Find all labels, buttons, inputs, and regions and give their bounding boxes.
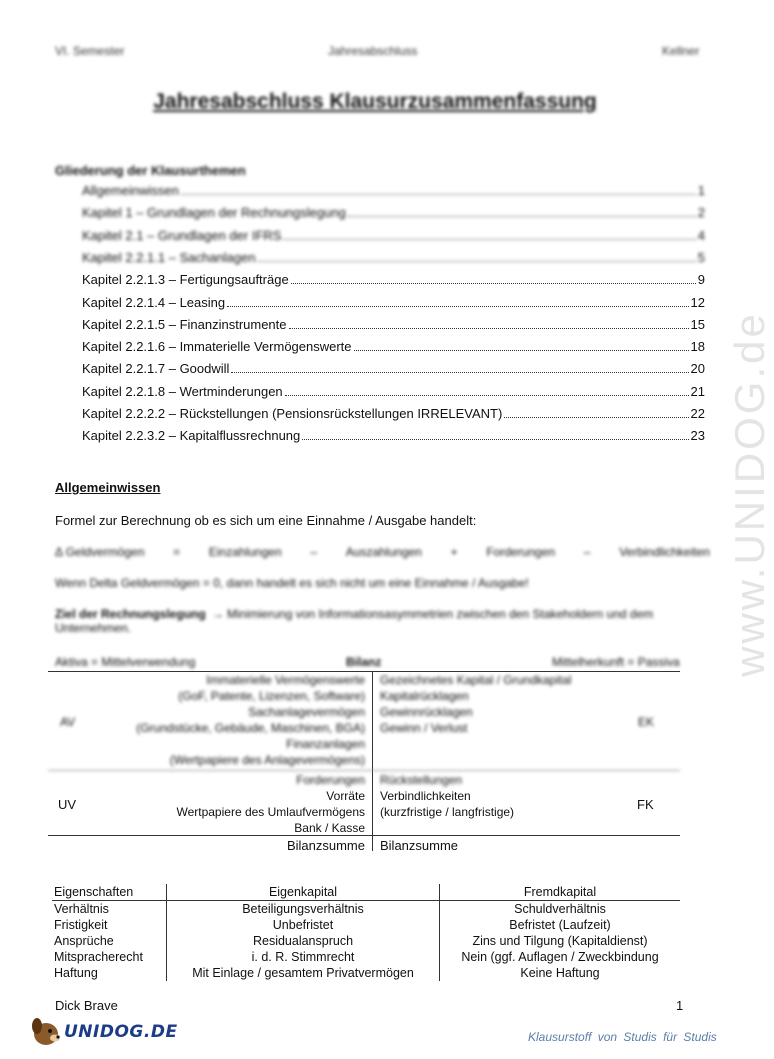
toc-leader: [302, 439, 688, 440]
ziel-paragraph: [55, 607, 705, 635]
bilanzsumme-left: Bilanzsumme: [286, 838, 365, 853]
toc-entry-page: 9: [697, 272, 705, 288]
toc-entry-page: 15: [690, 316, 705, 332]
toc-entry[interactable]: [82, 339, 705, 354]
uv-label: UV: [58, 797, 77, 812]
bilanz-line-item: Gewinn / Verlust: [380, 721, 468, 735]
table-cell: Zins und Tilgung (Kapitaldienst): [472, 934, 648, 948]
bilanz-line-item: (Wertpapiere des Anlagevermögens): [169, 753, 365, 767]
table-cell: Keine Haftung: [520, 966, 600, 980]
ek-label: EK: [638, 715, 655, 729]
formula-term: Forderungen: [486, 545, 556, 559]
tagline: Klausurstoff von Studis für Studis: [528, 1030, 717, 1044]
formula-term: –: [310, 545, 318, 559]
toc-entry[interactable]: [82, 205, 705, 220]
page-number: 1: [676, 998, 684, 1013]
toc-leader: [291, 283, 696, 284]
table-cell: Mitspracherecht: [52, 949, 167, 965]
ziel-label: Ziel der Rechnungslegung: [55, 607, 206, 621]
table-row: [52, 949, 680, 965]
dog-icon: [26, 1014, 66, 1048]
formula-term: Δ Geldvermögen: [55, 545, 145, 559]
toc-entry-page: 12: [690, 294, 705, 310]
fk-items: [380, 788, 630, 820]
watermark: www.UNIDOG.de: [726, 311, 773, 677]
toc-entry[interactable]: [82, 183, 705, 198]
footer-author: Dick Brave: [55, 998, 118, 1013]
toc-entry-page: 20: [690, 361, 705, 377]
formula-intro: Formel zur Berechnung ob es sich um eine Einnahme / Ausgabe handelt:: [55, 513, 477, 528]
bilanz-title: Bilanz: [346, 655, 382, 669]
toc-entry[interactable]: [82, 295, 705, 310]
header-cell: Eigenschaften: [52, 884, 167, 901]
bilanz-line-item: Verbindlichkeiten: [380, 789, 471, 803]
logo-text: UNIDOG.DE: [64, 1022, 178, 1042]
bilanz-line-item: Gewinnrücklagen: [380, 705, 473, 719]
toc-entry-page: 2: [697, 205, 705, 221]
header-subject: Jahresabschluss: [328, 44, 418, 58]
table-row: [52, 917, 680, 933]
header-author: Kellner: [662, 44, 700, 58]
toc-entry-label: Kapitel 2.2.3.2 – Kapitalflussrechnung: [82, 428, 301, 444]
table-cell: Unbefristet: [167, 917, 440, 933]
toc-entry-label: Kapitel 2.1 – Grundlagen der IFRS: [82, 227, 282, 243]
toc-entry-page: 1: [697, 183, 705, 198]
table-cell: Beteiligungsverhältnis: [167, 901, 440, 918]
table-cell: Residualanspruch: [167, 933, 440, 949]
table-cell: Nein (ggf. Auflagen / Zweckbindung: [461, 950, 659, 964]
unidog-logo[interactable]: [26, 1014, 178, 1048]
toc-entry[interactable]: [82, 228, 705, 243]
bilanz-line-item: Gezeichnetes Kapital / Grundkapital: [380, 673, 572, 687]
fk-label: FK: [637, 797, 654, 812]
toc-leader: [285, 395, 689, 396]
bilanz-line-item: Kapitalrücklagen: [380, 689, 469, 703]
bilanz-left-header: Aktiva = Mittelverwendung: [55, 655, 196, 669]
av-items: [100, 672, 365, 768]
toc-entry[interactable]: [82, 428, 705, 443]
fk-blur-item: Rückstellungen: [380, 773, 463, 787]
uv-items: [100, 788, 365, 836]
bilanz-line-item: (kurzfristige / langfristige): [380, 805, 515, 819]
section-heading: Allgemeinwissen: [55, 480, 161, 495]
toc-entry-label: Kapitel 2.2.1.6 – Immaterielle Vermögenswerte: [82, 339, 352, 355]
toc-entry-label: Kapitel 2.2.1.8 – Wertminderungen: [82, 383, 283, 399]
bilanz-line-item: (GoF, Patente, Lizenzen, Software): [178, 689, 365, 703]
toc-entry[interactable]: [82, 250, 705, 265]
bilanz-sum-rule: [48, 835, 680, 836]
toc-entry-label: Kapitel 2.2.1.5 – Finanzinstrumente: [82, 316, 287, 332]
bilanz-line-item: Wertpapiere des Umlaufvermögens: [176, 805, 365, 819]
table-row: [52, 901, 680, 918]
formula-term: =: [173, 545, 181, 559]
toc-entry-page: 5: [697, 249, 705, 265]
toc-entry-page: 18: [690, 339, 705, 355]
table-cell: Haftung: [52, 965, 167, 981]
delta-text: Wenn Delta Geldvermögen = 0, dann handelt es sich nicht um eine Einnahme / Ausgabe!: [55, 576, 529, 590]
bilanz-divider: [372, 671, 373, 851]
toc-entry-page: 23: [690, 428, 705, 444]
toc-entry-label: Kapitel 2.2.2.2 – Rückstellungen (Pensionsrückstellungen IRRELEVANT): [82, 406, 503, 421]
av-label: AV: [60, 715, 76, 729]
table-row: [52, 965, 680, 981]
toc-heading: Gliederung der Klausurthemen: [55, 163, 246, 178]
toc-entry-label: Kapitel 2.2.1.7 – Goodwill: [82, 361, 230, 377]
header-cell: Fremdkapital: [440, 884, 681, 901]
bilanz-separator: [48, 770, 680, 771]
bilanzsumme-right: Bilanzsumme: [380, 838, 459, 853]
bilanz-line-item: Finanzanlagen: [286, 737, 365, 751]
toc-leader: [354, 350, 689, 351]
toc-entry-page: 22: [690, 406, 705, 421]
bilanz-line-item: (Grundstücke, Gebäude, Maschinen, BGA): [136, 721, 365, 735]
toc-leader: [283, 239, 695, 240]
ek-items: [380, 672, 630, 736]
formula-term: Einzahlungen: [208, 545, 282, 559]
properties-header-row: [52, 884, 680, 901]
toc-entry-label: Kapitel 1 – Grundlagen der Rechnungslegung: [82, 205, 346, 221]
toc-entry[interactable]: [82, 406, 705, 421]
properties-table: [52, 884, 680, 981]
table-cell: Verhältnis: [52, 901, 167, 918]
toc-entry-label: Allgemeinwissen: [82, 183, 179, 198]
formula-term: +: [450, 545, 458, 559]
toc-entry-label: Kapitel 2.2.1.1 – Sachanlagen: [82, 249, 256, 265]
bilanz-right-header: Mittelherkunft = Passiva: [552, 655, 680, 669]
toc-entry-page: 4: [697, 227, 705, 243]
toc-leader: [257, 261, 695, 262]
formula-term: Auszahlungen: [345, 545, 422, 559]
table-cell: Fristigkeit: [52, 917, 167, 933]
toc-entry-page: 21: [690, 383, 705, 399]
toc-entry-label: Kapitel 2.2.1.3 – Fertigungsaufträge: [82, 272, 289, 288]
table-cell: Schuldverhältnis: [514, 902, 606, 916]
bilanz-line-item: Immaterielle Vermögenswerte: [206, 673, 365, 687]
toc-entry-label: Kapitel 2.2.1.4 – Leasing: [82, 294, 226, 310]
toc-leader: [231, 372, 688, 373]
toc-entry[interactable]: [82, 317, 705, 332]
toc-entry[interactable]: [82, 361, 705, 376]
toc-leader: [289, 328, 689, 329]
formula-term: Verbindlichkeiten: [619, 545, 710, 559]
toc-leader: [227, 306, 688, 307]
formula-term: –: [583, 545, 591, 559]
table-cell: Ansprüche: [52, 933, 167, 949]
bilanz-line-item: Sachanlagevermögen: [248, 705, 365, 719]
bilanz-line-item: Bank / Kasse: [294, 821, 365, 835]
table-cell: Befristet (Laufzeit): [509, 918, 611, 932]
toc-leader: [504, 417, 688, 418]
formula: [55, 545, 710, 559]
toc-entry[interactable]: [82, 384, 705, 399]
table-row: [52, 933, 680, 949]
header-semester: VI. Semester: [55, 44, 125, 58]
toc-leader: [181, 194, 696, 195]
toc-leader: [348, 216, 696, 217]
page-title: Jahresabschluss Klausurzusammenfassung: [153, 90, 597, 113]
toc-entry[interactable]: [82, 272, 705, 287]
uv-blur-item: Forderungen: [296, 773, 365, 787]
table-cell: Mit Einlage / gesamtem Privatvermögen: [167, 965, 440, 981]
table-cell: i. d. R. Stimmrecht: [167, 949, 440, 965]
bilanz-line-item: Vorräte: [326, 789, 365, 803]
header-cell: Eigenkapital: [167, 884, 440, 901]
ziel-text: → Minimierung von Informationsasymmetrien zwischen den Stakeholdern und dem Unternehmen.: [55, 607, 654, 635]
